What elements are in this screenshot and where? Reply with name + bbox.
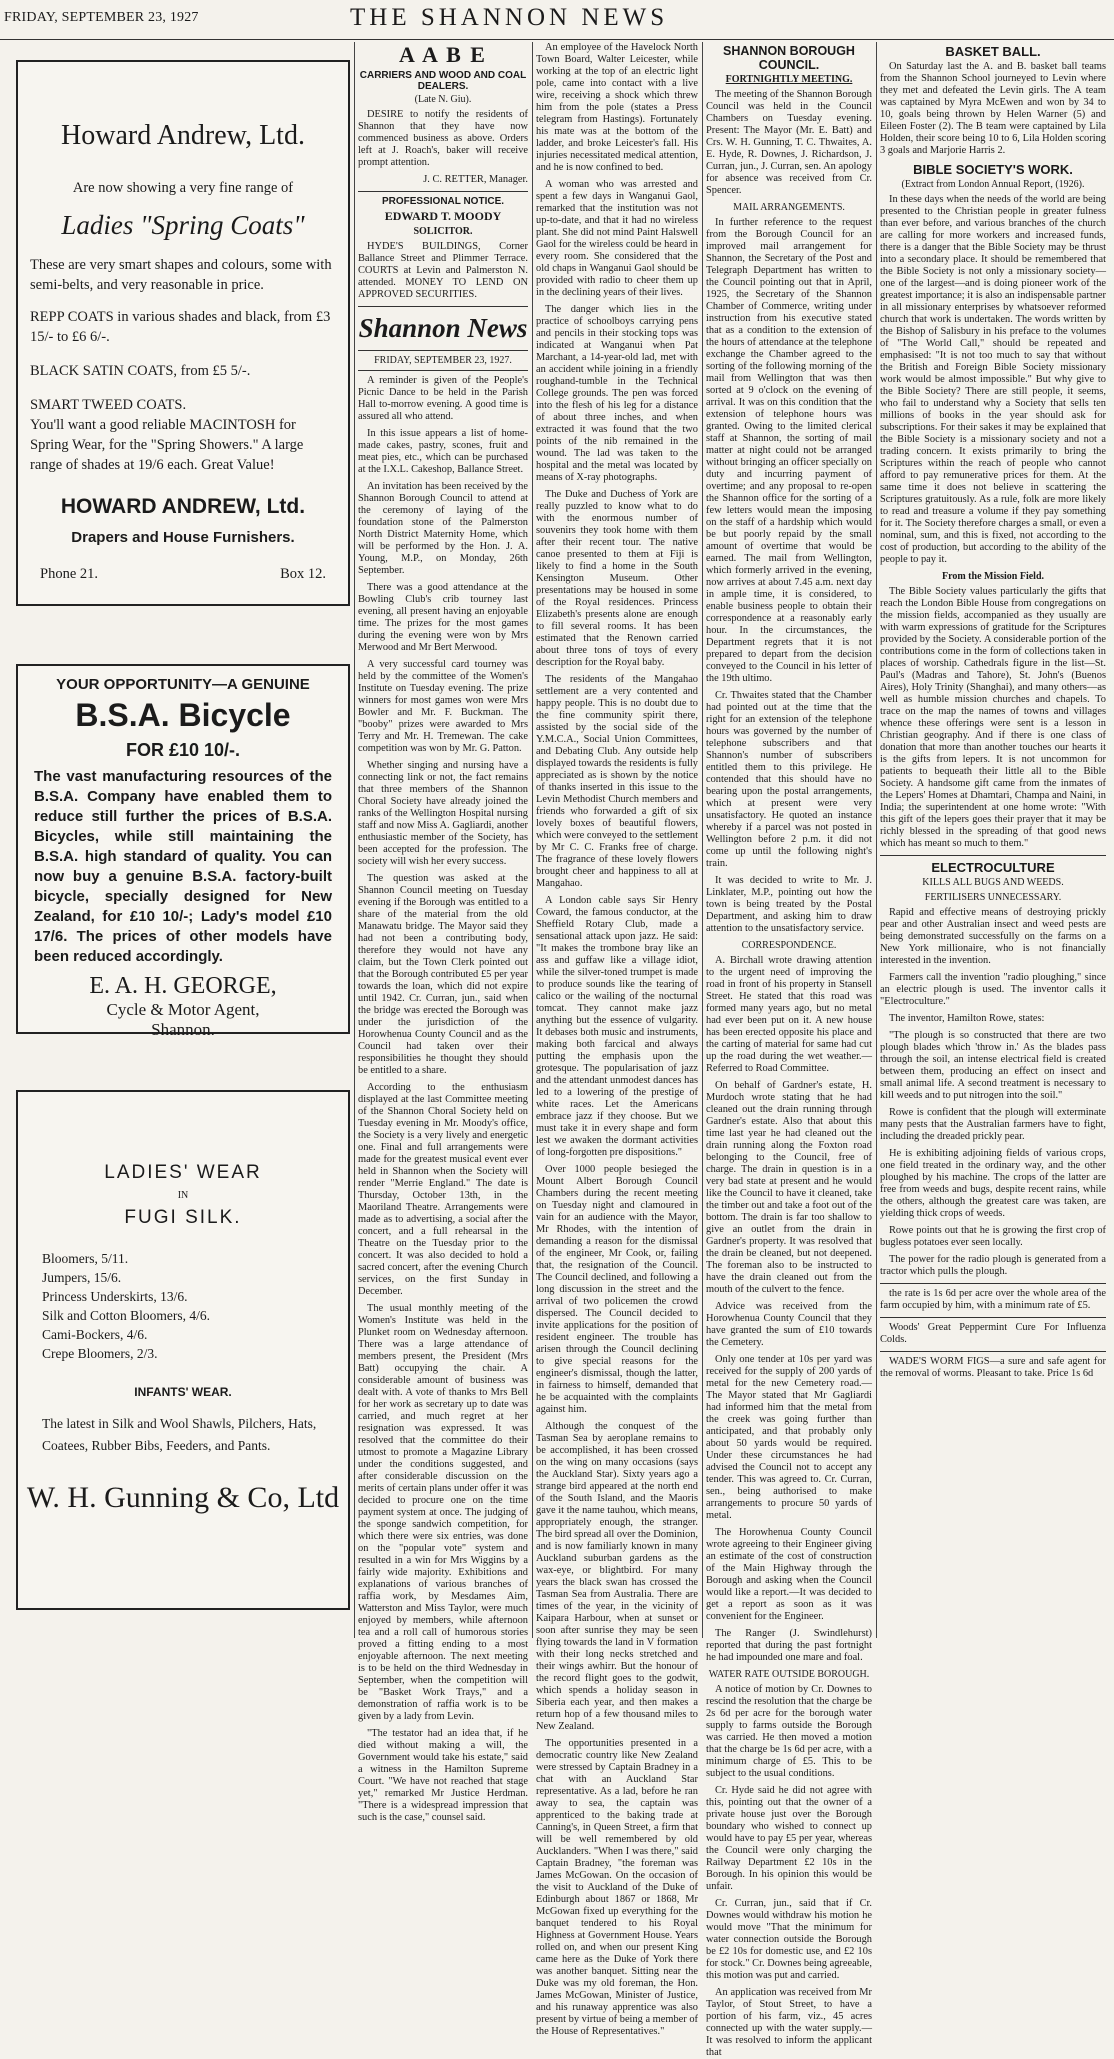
article-paragraph: It was decided to write to Mr. J. Linklater, M.P., pointing out how the town is being treated by the Postal Department, and asking him to draw attention to the unsatisfactory service.: [706, 875, 872, 934]
howard-line5: You'll want a good reliable MACINTOSH for Spring Wear, for the "Spring Showers." A large range of shades at 19/6 each. Great Value!: [30, 417, 304, 473]
howard-andrew-name: Howard Andrew, Ltd.: [61, 120, 305, 151]
abe-title: A A B E: [399, 42, 487, 67]
electro-sub: KILLS ALL BUGS AND WEEDS.: [922, 877, 1064, 888]
bsa-name: B.S.A. Bicycle: [75, 697, 291, 733]
column-rule: [354, 42, 355, 1638]
howard-sub: Drapers and House Furnishers.: [71, 529, 295, 546]
abe-sign: J. C. RETTER, Manager.: [423, 174, 528, 185]
mail-head: MAIL ARRANGEMENTS.: [733, 202, 845, 213]
masthead-title: THE SHANNON NEWS: [350, 4, 669, 31]
masthead: [0, 0, 1114, 40]
article-paragraph: Although the conquest of the Tasman Sea by aeroplane remains to be accomplished, it has been crossed on the wing on many occasions (says the Auckland Star). Sixty years ago a strange bird appeared at the north end of the South Island, and the Maoris gave it the name tauhou, which means, appropriately enough, the stranger. The bird spread all over the Dominion, and is now familiarly known in many Auckland suburban gardens as the wax-eye, or blightbird. For many years the black swan has crossed the Tasman Sea from Australia. There are times of the year, in the vicinity of Kaipara Harbour, when at sunset or soon after sunrise they may be seen flying towards the land in V formation with their long necks stretched and their wings awhirr. But the honour of the record flight goes to the godwit, which spends a holiday season in Siberia each year, and then makes a return hop of a few thousand miles to New Zealand.: [536, 1421, 698, 1732]
article-paragraph: A reminder is given of the People's Picnic Dance to be held in the Parish Hall to-morrow evening. A good time is assured all who attend.: [358, 375, 528, 422]
article-paragraph: The power for the radio plough is generated from a tractor which pulls the plough.: [880, 1254, 1106, 1277]
bsa-body: The vast manufacturing resources of the B.S.A. Company have enabled them to reduce still further the prices of B.S.A. Bicycles, while still maintaining the B.S.A. high standard of quality. You can now buy a genuine B.S.A. factory-built bicycle, specially designed for New Zealand, for £10 10/-; Lady's model £10 17/6. The prices of other models have been reduced accordingly.: [34, 768, 332, 965]
issue-date: FRIDAY, SEPTEMBER 23, 1927.: [374, 355, 512, 366]
gunning-item: Silk and Cotton Bloomers, 4/6.: [42, 1308, 211, 1323]
article-paragraph: The Duke and Duchess of York are really puzzled to know what to do with the enormous number of souvenirs they took home with them after their recent tour. The native canoe presented to them at Fiji is likely to find a home in the South Kensington Museum. Other presentations may be housed in some of the Royal residences. Princess Elizabeth's presents alone are enough to fill several rooms. It has been estimated that the Renown carried about three tons of toys of every description for the Royal baby.: [536, 489, 698, 668]
gunning-infants-text: The latest in Silk and Wool Shawls, Pilchers, Hats, Coatees, Rubber Bibs, Feeders, and Pants.: [42, 1416, 317, 1453]
article-paragraph: A London cable says Sir Henry Coward, the famous conductor, at the Sheffield Rotary Club, made a sensational attack upon jazz. He said: "It makes the trombone bray like an ass and guffaw like a village idiot, while the silver-toned trumpet is made to produce sounds like the tearing of calico or the wailing of the nocturnal tomcat. They cannot make jazz anything but the essence of vulgarity. It debases both music and instruments, making both farcical and always putting the emphasis upon the grotesque. The popularisation of jazz and the attendant unmodest dances has led to a lowering of the prestige of white races. Let the Americans embrace jazz if they choose. But we must take it in every shape and form lest we awaken the dormant activities of long-forgotten pre dispositions.": [536, 895, 698, 1158]
article-paragraph: Only one tender at 10s per yard was received for the supply of 200 yards of metal for the new Cemetery road.—The Mayor stated that Mr Gagliardi had informed him that the metal from the creek was going further than anticipated, and that probably only about 50 yards would be required. Under these circumstances he had advised the Council not to accept any tender. This was agreed to. Cr. Curran, sen., being authorised to make arrangements to procure 50 yards of metal.: [706, 1354, 872, 1521]
column-2: [358, 42, 528, 1823]
howard-line3: BLACK SATIN COATS, from £5 5/-.: [30, 363, 251, 379]
article-paragraph: According to the enthusiasm displayed at the last Committee meeting of the Shannon Choral Society held on Tuesday evening in Mr. Moody's office, the Society is a very lively and energetic one. Final and full arrangements were made for the greatest musical event ever held in Shannon when the Society will render "Merrie England." The date is Thursday, October 13th, in the Maoriland Theatre. Arrangements were made as to advertising, a social after the concert, and a full rehearsal in the Theatre on the Tuesday prior to the concert. It was also decided to hold a sacred concert, after the evening Church services, on the first Sunday in December.: [358, 1082, 528, 1297]
council-head: SHANNON BOROUGH COUNCIL.: [723, 44, 855, 72]
abe-text: DESIRE to notify the residents of Shannon that they have now commenced business as above. Orders left at J. Roach's, baker will receive prompt attention.: [358, 109, 528, 168]
article-paragraph: Rowe is confident that the plough will exterminate many pests that the Australian farmers have to fight, including the dreaded prickly pear.: [880, 1107, 1106, 1142]
article-paragraph: The question was asked at the Shannon Council meeting on Tuesday evening if the Borough was entitled to a share of the material from the old Manawatu bridge. The Mayor said they had not been a contributing body, therefore they would not have any claim, but the Town Clerk pointed out that the Borough contributed £5 per year towards the loan, which did not expire until 1942. Cr. Curran, jun., said when the bridge was erected the Borough was under the jurisdiction of the Horowhenua County Council and as the Council had taken over their responsibilities he thought they should be entitled to a share.: [358, 873, 528, 1076]
electro-head: ELECTROCULTURE: [931, 860, 1055, 875]
bsa-agent2: Cycle & Motor Agent,: [106, 1000, 260, 1019]
article-paragraph: The residents of the Mangahao settlement are a very contented and happy people. This is no doubt due to the fine community spirit there, assisted by the social side of the Y.M.C.A., Social Union Committees, and Debating Club. Any outside help displayed towards the residents is fully appreciated as is shown by the notice of thanks inserted in this issue to the Levin Methodist Church members and friends who forwarded a gift of six lovely boxes of beautiful flowers, which were conveyed to the settlement by Mr C. C. Franks free of charge. The fragrance of these lovely flowers brought cheer and happiness to all at Mangahao.: [536, 674, 698, 889]
article-paragraph: Over 1000 people besieged the Mount Albert Borough Council Chambers during the recent meeting on Tuesday night and clamoured in vain for an audience with the Mayor, Mr Rhodes, with the intention of demanding a reason for the dismissal of the engineer, Mr Cook, or, failing that, the resignation of the Council. The Council declined, and following a long discussion in the street and the arrival of two policemen the crowd dispersed. The Council decided to invite applications for the position of resident engineer. The trouble has arisen through the Council declining to give special reasons for the engineer's dismissal, though the latter, in fairness to himself, demanded that he be acquainted with the complaints against him.: [536, 1164, 698, 1415]
gunning-item: Cami-Bockers, 4/6.: [42, 1327, 148, 1342]
article-paragraph: The opportunities presented in a democratic country like New Zealand were stressed by Captain Bradney in a chat with an Auckland Star representative. As a lad, before he ran away to sea, the captain was apprenticed to the baking trade at Canning's, in Queen Street, a firm that will be well remembered by old Aucklanders. "When I was there," said Captain Bradney, "the foreman was James McGowan. On the occasion of the visit to Auckland of the Duke of Edinburgh about 1867 or 1868, Mr McGowan fixed up everything for the banquet tendered to his Royal Highness at Government House. Years rolled on, and when our present King came here as the Duke of York there was another banquet. Sitting near the Duke was my old foreman, the Hon. James McGowan, Minister of Justice, and his runaway apprentice was also present by virtue of being a member of the House of Representatives.": [536, 1738, 698, 2037]
bsa-top: YOUR OPPORTUNITY—A GENUINE: [56, 676, 310, 693]
howard-brand: HOWARD ANDREW, Ltd.: [60, 495, 306, 518]
article-paragraph: On Saturday last the A. and B. basket ball teams from the Shannon School journeyed to Levin where they met and defeated the Levin girls. The A team was captained by Myra McEwen and won by 34 to 10, goals being thrown by Helen Warner (5) and Eileen Foster (2). The B team were captained by Lila Holden, their score being 10 to 6, Lila Holden scoring 3 goals and Marjorie Harris 2.: [880, 61, 1106, 156]
bsa-bicycle-ad: [16, 664, 350, 1039]
article-paragraph: "The testator had an idea that, if he died without making a will, the Government would take his estate," said a witness in the Hamilton Supreme Court. "We have not reached that stage yet," remarked Mr Justice Herdman. "There is a widespread impression that such is the case," counsel said.: [358, 1728, 528, 1823]
article-paragraph: The usual monthly meeting of the Women's Institute was held in the Plunket room on Wednesday afternoon. There was a large attendance of members present, the President (Mrs Batt) occupying the chair. A considerable amount of business was dealt with. A vote of thanks to Mrs Bell for her work as secretary up to date was carried, and much regret at her resignation was expressed. It was resolved that the committee do their utmost to promote a Magazine Library under the conditions suggested, and after considerable discussion on the merits of certain plans under offer it was decided to procure one on the time payment system at once. The judging of the sponge sandwich competition, for which there were six entries, was done on the "popular vote" system and resulted in a win for Mrs Wiggins by a fairly wide majority. Exhibitions and explanations of various branches of raffia work, by Mesdames Aim, Watterston and Miss Taylor, were much enjoyed by members, while afternoon tea and a roll call of humorous stories proved a fitting ending to a most enjoyable afternoon. The next meeting is to be held on the third Wednesday in September, when the competition will be "Basket Work Trays," and a demonstration of raffia work is to be given by a lady from Levin.: [358, 1303, 528, 1722]
howard-line2: REPP COATS in various shades and black, from £3 15/- to £6 6/-.: [30, 309, 331, 345]
basket-head: BASKET BALL.: [945, 44, 1041, 59]
gunning-item: Princess Underskirts, 13/6.: [42, 1289, 188, 1304]
gunning-t2: IN: [177, 1190, 189, 1201]
howard-phone: Phone 21.: [40, 566, 98, 582]
article-paragraph: Farmers call the invention "radio ploughing," since an electric plough is used. The inventor calls it "Electroculture.": [880, 972, 1106, 1007]
column-4: [706, 42, 872, 2058]
gunning-item: Crepe Bloomers, 2/3.: [42, 1346, 158, 1361]
article-paragraph: Cr. Thwaites stated that the Chamber had pointed out at the time that the right for an extension of the telephone hours was governed by the number of telephone subscribers and that Shannon's number of subscribers entitled them to this privilege. He contended that this should have no bearing upon the postal arrangements, which at present were very unsatisfactory. He quoted an instance whereby if a parcel was not posted in Wellington before 2 p.m. it did not come up until the following night's train.: [706, 690, 872, 869]
article-paragraph: An invitation has been received by the Shannon Borough Council to attend at the ceremony of laying of the foundation stone of the Palmerston North District Maternity Home, which will be performed by the Hon. J. A. Young, M.P., on Monday, 26th September.: [358, 481, 528, 576]
article-paragraph: The danger which lies in the practice of schoolboys carrying pens and pencils in their stocking tops was indicated at Wanganui when Pat Marchant, a 14-year-old lad, met with an accident while joining in a friendly roughand-tumble in the Technical College grounds. The pen was forced into the flesh of his leg for a distance of about three inches, and when extracted it was found that the two points of the nib remained in the wound. The lad was taken to the hospital and the metal was located by means of X-ray photographs.: [536, 304, 698, 483]
column-rule: [532, 42, 533, 1638]
nameplate: Shannon News: [358, 313, 528, 343]
article-paragraph: A notice of motion by Cr. Downes to rescind the resolution that the charge be 2s 6d per acre for the borough water supply to farms outside the Borough was carried. He then moved a motion that the charge be 1s 6d per acre, with a minimum charge of £5. This to be subject to the usual conditions.: [706, 1684, 872, 1779]
gunning-t1: LADIES' WEAR: [104, 1162, 262, 1183]
howard-box: Box 12.: [280, 566, 326, 582]
howard-feature: Ladies "Spring Coats": [61, 210, 305, 240]
article-paragraph: There was a good attendance at the Bowling Club's crib tourney last evening, all present having an enjoyable time. The prizes for the most games during the evening were won by Mrs Merwood and Mr Bert Merwood.: [358, 582, 528, 653]
water-head: WATER RATE OUTSIDE BOROUGH.: [708, 1669, 870, 1680]
article-paragraph: In this issue appears a list of home-made cakes, pastry, scones, fruit and meat pies, etc., which can be purchased at the I.X.L. Cakeshop, Ballance Street.: [358, 428, 528, 475]
gunning-brand: W. H. Gunning & Co, Ltd: [26, 1481, 340, 1514]
article-paragraph: A woman who was arrested and spent a few days in Wanganui Gaol, remarked that the institution was not up-to-date, and that it had no wireless plant. She did not mind Paint Halswell Gaol for the wireless could be heard in every room. She considered that the old chaps in Wanganui Gaol should be provided with radio to cheer them up in the declining years of their lives.: [536, 179, 698, 298]
column-3: [536, 42, 698, 2037]
article-paragraph: A. Birchall wrote drawing attention to the urgent need of improving the road in front of his property in Stansell Street. He stated that this road was formed many years ago, but no metal had ever been put on it. A new house has been erected opposite his place and the carting of material for same had cut up the road during the wet weather.—Referred to Road Committee.: [706, 955, 872, 1074]
electro-sub2: FERTILISERS UNNECESSARY.: [924, 892, 1062, 903]
bible-sub: (Extract from London Annual Report, (1926).: [901, 179, 1085, 190]
gunning-t3: FUGI SILK.: [124, 1207, 242, 1228]
article-paragraph: An employee of the Havelock North Town Board, Walter Leicester, while working at the top of an electric light pole, came into contact with a live wire, receiving a shock which threw him from the pole (states a Press telegram from Hastings). Fortunately his mate was at the bottom of the ladder, and broke Leicester's fall. His injuries necessitated medical attention, and he is now confined to bed.: [536, 42, 698, 173]
article-paragraph: the rate is 1s 6d per acre over the whole area of the farm occupied by him, with a minimum rate of £5.: [880, 1288, 1106, 1311]
article-paragraph: He is exhibiting adjoining fields of various crops, one field treated in the ordinary way, and the other ploughed by his machine. The crops of the latter are free from weeds and bugs, despite recent rains, while the others, although the greatest care was taken, are yielding thick crops of weeds.: [880, 1148, 1106, 1219]
article-paragraph: The Horowhenua County Council wrote agreeing to their Engineer giving an estimate of the cost of construction of the Main Highway through the Borough and asking when the Council would like a report.—It was decided to get a report as soon as it was convenient for the Engineer.: [706, 1527, 872, 1622]
article-paragraph: Rowe points out that he is growing the first crop of bugless potatoes ever seen locally.: [880, 1225, 1106, 1248]
article-paragraph: The Ranger (J. Swindlehurst) reported that during the past fortnight he had impounded one mare and foal.: [706, 1628, 872, 1663]
howard-line1: These are very smart shapes and colours, some with semi-belts, and very reasonable in price.: [30, 257, 332, 293]
article-paragraph: Rapid and effective means of destroying prickly pear and other Australian insect and weed pests are being demonstrated successfully on the farms on a New York millionaire, who is not financially interested in the invention.: [880, 907, 1106, 966]
article-paragraph: A very successful card tourney was held by the committee of the Women's Institute on Tuesday evening. The prize winners for most games won were Mrs Bowler and Mr. F. Buckman. The "booby" prizes were awarded to Mrs Terry and Mr. H. Tremewan. The cake competition was won by Mr. G. Patton.: [358, 659, 528, 754]
abe-sub: CARRIERS AND WOOD AND COAL DEALERS.: [359, 70, 527, 92]
article-paragraph: Whether singing and nursing have a connecting link or not, the fact remains that three members of the Shannon Choral Society have already joined the ranks of the Wellington Hospital nursing staff and now Miss A. Gagliardi, another enthusiastic member of the Society, has been accepted for the profession. The society will wish her every success.: [358, 760, 528, 867]
gunning-item: Jumpers, 15/6.: [42, 1270, 122, 1285]
gunning-infants: INFANTS' WEAR.: [134, 1385, 232, 1399]
moody-name: EDWARD T. MOODY: [384, 209, 502, 223]
article-paragraph: Advice was received from the Horowhenua County Council that they have granted the sum of £10 towards the Cemetery.: [706, 1301, 872, 1348]
column-5: [880, 42, 1106, 1638]
bsa-price: FOR £10 10/-.: [125, 740, 241, 760]
column-rule: [702, 42, 703, 1638]
howard-andrew-ad: [16, 60, 350, 606]
article-paragraph: Cr. Curran, jun., said that if Cr. Downes would withdraw his motion he would move "That the minimum for water connection outside the Borough be £2 10s for domestic use, and £2 10s for stock." Cr. Downes being agreeable, this motion was put and carried.: [706, 1898, 872, 1981]
article-paragraph: The inventor, Hamilton Rowe, states:: [889, 1013, 1045, 1024]
moody-text: HYDE'S BUILDINGS, Corner Ballance Street and Plimmer Terrace. COURTS at Levin and Palmerston N. attended. MONEY TO LEND ON APPROVED SECURITIES.: [358, 241, 528, 300]
howard-intro: Are now showing a very fine range of: [72, 180, 294, 196]
gunning-ad: [16, 1090, 350, 1610]
mission-head: From the Mission Field.: [941, 571, 1045, 582]
article-paragraph: The Bible Society values particularly the gifts that reach the London Bible House from congregations on the mission fields, accompanied as they usually are with warm expressions of gratitude for the Scriptures provided by the Society. A considerable portion of the contributions come in the form of collections taken in places of worship. Cathedrals figure in the list—St. Paul's (Madras and Tahore), St. John's (Buenos Aires), Holy Trinity (Shanghai), and many others—as well as humble mission churches and chapels. To trace on the map the names of towns and villages whence these offerings were sent is a lesson in Christian geography. And if there is one class of donation that more than another touches our hearts it is the gifts from lepers. It is not uncommon for patients to bequeath their little all to the Bible Society. A handsome gift came from the inmates of the Lepers' Homes at Dhamtari, Champa and Naini, in India; the superintendent at one home wrote: "With this gift of the lepers goes their prayer that it may be richly blessed in the spreading of that good news which has meant so much to them.": [880, 586, 1106, 849]
article-paragraph: An application was received from Mr Taylor, of Stout Street, to have a portion of his farm, viz., 45 acres connected up with the water supply.—It was resolved to inform the applicant that: [706, 1987, 872, 2058]
woods-ad: Woods' Great Peppermint Cure For Influenza Colds.: [880, 1322, 1106, 1345]
article-paragraph: "The plough is so constructed that there are two plough blades which 'throw in.' As the blades pass through the soil, an intense electrical field is created between them, producing an effect on insect and small animal life. A second treatment is necessary to kill weeds and to put nitrogen into the soil.": [880, 1030, 1106, 1101]
moody-solicitor: SOLICITOR.: [413, 226, 473, 237]
article-paragraph: The meeting of the Shannon Borough Council was held in the Council Chambers on Tuesday evening. Present: The Mayor (Mr. E. Batt) and Crs. W. H. Gunning, T. C. Thwaites, A. E. Hyde, R. Downes, J. Richardson, J. Curran, jun., J. Curran, sen. An apology for absence was received from Cr. Spencer.: [706, 89, 872, 196]
howard-line4: SMART TWEED COATS.: [30, 397, 187, 413]
article-paragraph: In these days when the needs of the world are being presented to the Christian people in greater fulness than ever before, and various branches of the church are calling for more workers and increased funds, there is a danger that the Bible Society may be thrust into a secondary place. It should be remembered that the Bible Society is not only a missionary society—one of the largest—and is doing pioneer work of the greatest importance; it is also an indispensable partner in all missionary enterprises by whatsoever reformed church that work is undertaken. The words written by the Bishop of Salisbury in his preface to the volumes of "The World Call," should be repeated and emphasised: "It is not too much to say that without the British and Foreign Bible Society missionary work would be almost impossible." But why give to the Bible Society? There are still people, it seems, who fail to understand why a Society that sells ten millions of books in the year should ask for subscriptions. For their sakes it may be explained that the Bible Society is a missionary society and not a trading concern. It exists primarily to bring the Scriptures within the reach of people who cannot afford to pay remunerative prices for them. At the same time it does not believe in scattering the Scriptures gratuitously. As a rule, folk are more likely to read and treasure a volume if they pay something for it. The Society therefore charges a small, or even a nominal, sum, and this is fixed, not according to the cost of production, but according to the ability of the people to pay it.: [880, 194, 1106, 565]
column-rule: [876, 42, 877, 1638]
article-paragraph: On behalf of Gardner's estate, H. Murdoch wrote stating that he had cleaned out the drain running through Gardner's estate. Also that about this time last year he had cleaned out the drain running along the Foxton road belonging to the Council, free of charge. The drain in question is in a very bad state at present and he would like the Council to have it cleaned, take the timber out and take a foot out of the bottom. The drain is far too shallow to give an outlet from the drain in Gardner's property. It was resolved that the drain be cleaned, but not deepened. The foreman also to be instructed to have the drain cleaned out from the mouth of the culvert to the fence.: [706, 1080, 872, 1295]
corr-head: CORRESPONDENCE.: [741, 940, 837, 951]
article-paragraph: Cr. Hyde said he did not agree with this, pointing out that the owner of a private house just over the Borough boundary who wished to connect up would have to pay £5 per year, whereas the Council were only charging the Railway Department £2 10s in the Borough. In his opinion this would be unfair.: [706, 1785, 872, 1892]
wade-ad: WADE'S WORM FIGS—a sure and safe agent for the removal of worms. Pleasant to take. Price 1s 6d: [880, 1356, 1106, 1379]
gunning-item: Bloomers, 5/11.: [42, 1251, 129, 1266]
bible-head: BIBLE SOCIETY'S WORK.: [913, 162, 1073, 177]
bsa-town: Shannon.: [151, 1020, 215, 1039]
abe-late: (Late N. Giu).: [414, 94, 472, 105]
masthead-date: FRIDAY, SEPTEMBER 23, 1927: [4, 10, 199, 25]
prof-notice: PROFESSIONAL NOTICE.: [381, 196, 505, 207]
bsa-agent: E. A. H. GEORGE,: [89, 973, 277, 999]
article-paragraph: In further reference to the request from the Borough Council for an improved mail arrangement for Shannon, the Secretary of the Post and Telegraph Department has written to the Council pointing out that in April, 1925, the Secretary of the Shannon Chamber of Commerce, writing under instruction from his executive stated that as a condition to the extension of the hours of attendance at the telephone exchange the Chamber agreed to the sorting of the following morning of the mail from Wellington that was then sorted at 9 o'clock on the evening of arrival. It was on this condition that the extension of telephone hours was granted. Owing to the limited clerical staff at Shannon, the sorting of mail matter at night could not be arranged without bringing an officer specially on duty and incurring payment of overtime; and any proposal to re-open the Shannon office for the sorting of a few letters would mean the imposing on the staff of a hardship which would be but poorly repaid by the small amount of overtime that would be earned. The mail from Wellington, which formerly arrived in the evening, now arrives at about 7.45 a.m. next day in ample time, it is considered, to enable business people to obtain their correspondence at a reasonably early hour. In the circumstances, the Department regrets that it is not prepared to depart from the decision conveyed to the Council in his letter of the 19th ultimo.: [706, 217, 872, 684]
council-sub: FORTNIGHTLY MEETING.: [725, 74, 853, 85]
